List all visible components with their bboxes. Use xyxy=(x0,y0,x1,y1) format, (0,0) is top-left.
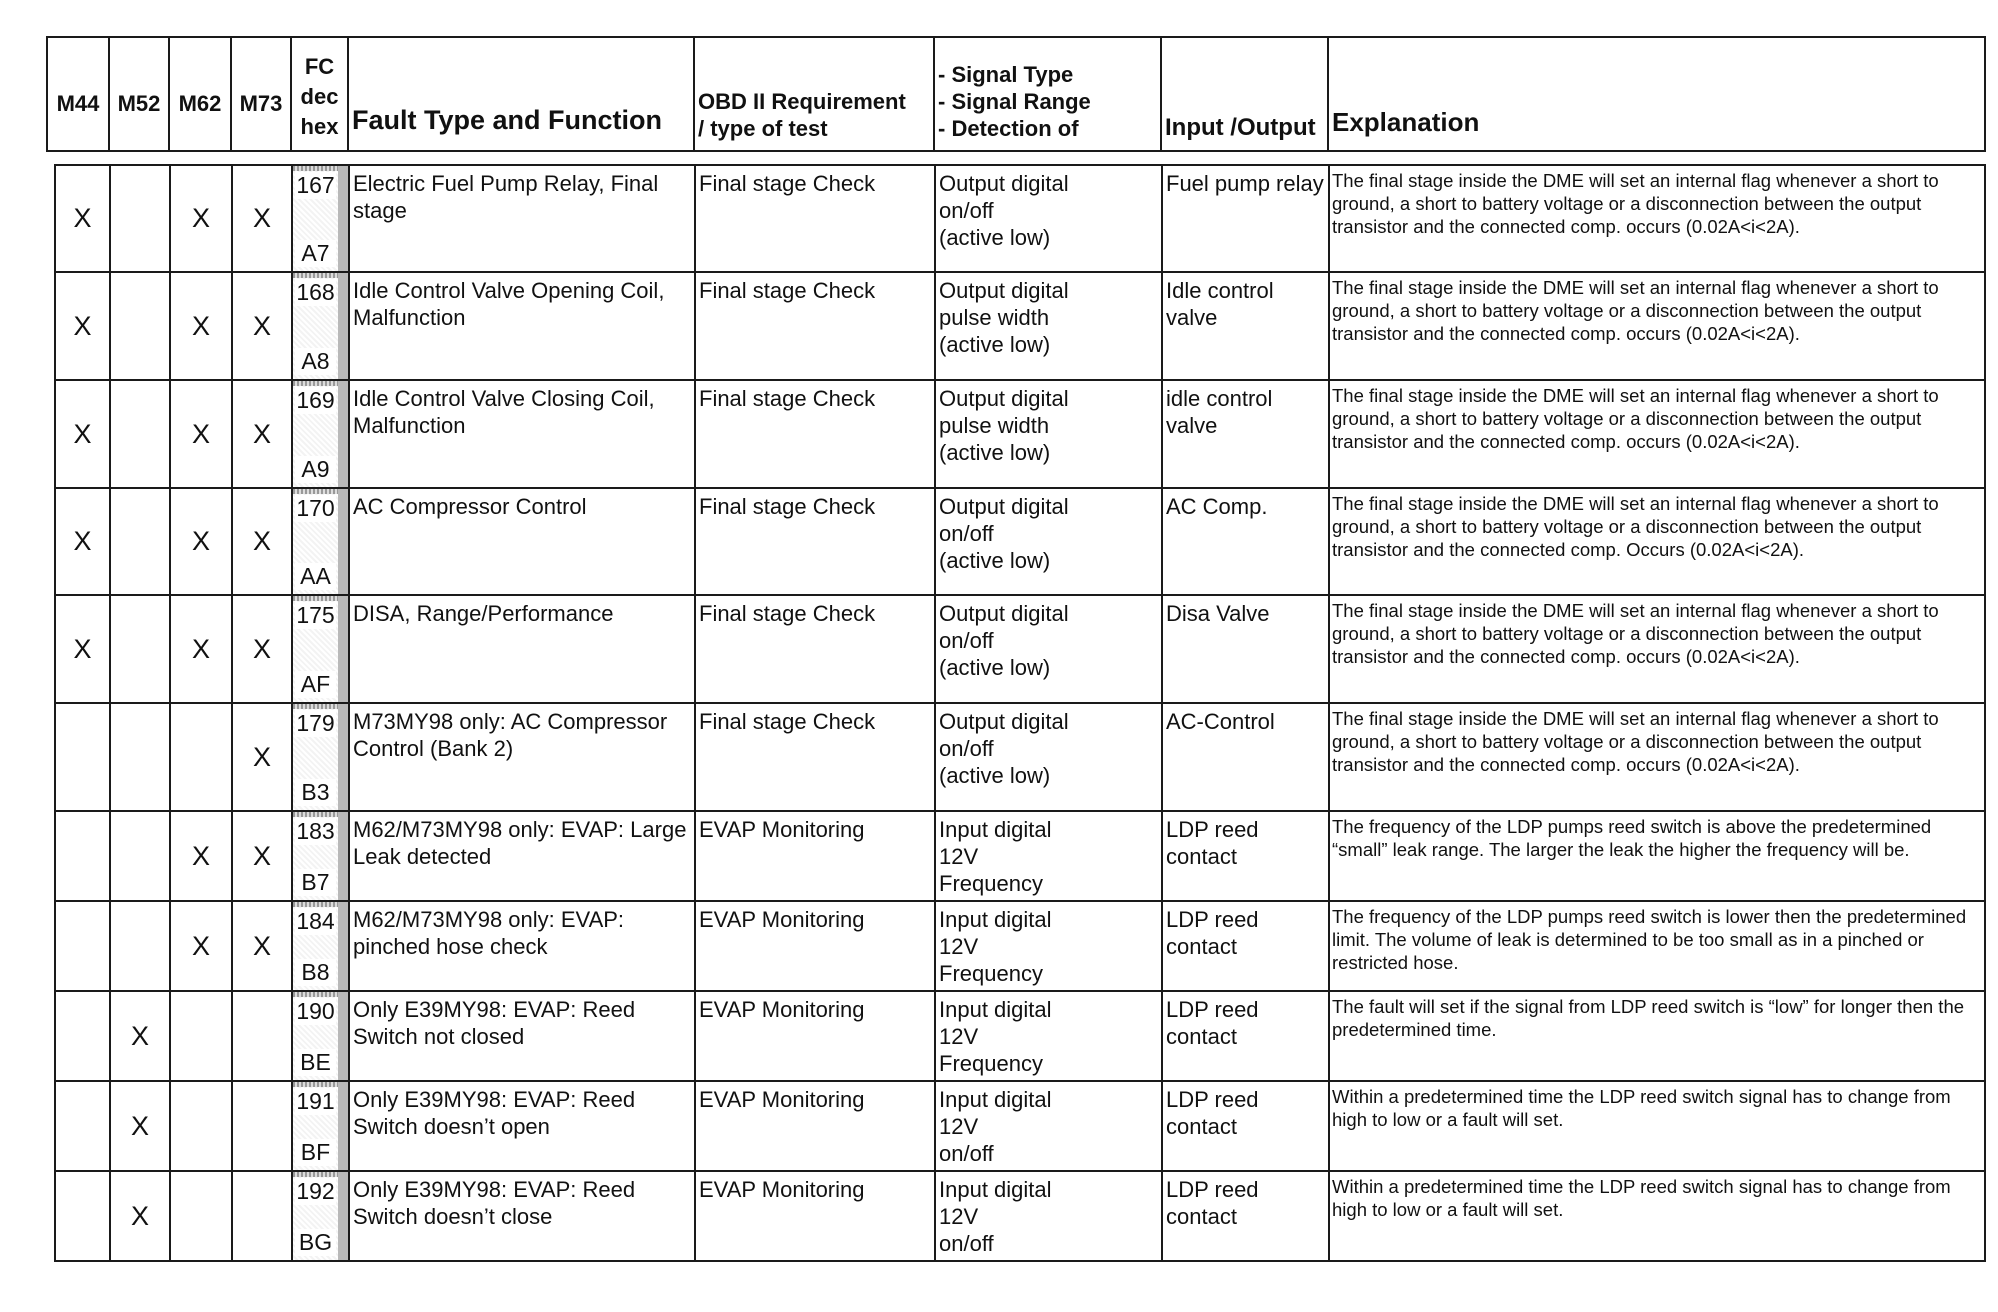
engine-m62-mark xyxy=(170,991,232,1081)
header-obd-line: / type of test xyxy=(698,116,828,141)
fault-code-box xyxy=(293,596,348,702)
engine-m52-mark xyxy=(110,703,170,811)
engine-m73-mark: X xyxy=(232,811,292,901)
fault-code-band xyxy=(293,596,338,601)
engine-m62-mark: X xyxy=(170,811,232,901)
fault-code-dec: 169 xyxy=(296,387,335,413)
signal-line: Output digital xyxy=(939,709,1069,734)
fault-code-cell xyxy=(292,380,349,488)
fault-code-dec: 191 xyxy=(296,1088,335,1114)
engine-m62-mark: X xyxy=(170,165,232,272)
header-fault-type: Fault Type and Function xyxy=(348,37,694,151)
engine-m73-mark: X xyxy=(232,901,292,991)
engine-m62-mark xyxy=(170,1171,232,1261)
fault-code-hex: AA xyxy=(295,563,336,590)
fault-type-cell: Idle Control Valve Closing Coil, Malfunction xyxy=(349,380,695,488)
table-row xyxy=(55,1171,1985,1261)
fault-code-band xyxy=(293,1082,338,1087)
signal-line: (active low) xyxy=(939,655,1051,680)
fault-type-cell: M73MY98 only: AC Compressor Control (Bank 2) xyxy=(349,703,695,811)
signal-line: Input digital xyxy=(939,1087,1052,1112)
fault-code-box xyxy=(293,812,348,900)
input-output-cell: LDP reed contact xyxy=(1162,901,1329,991)
fault-code-hex: BF xyxy=(295,1139,336,1166)
engine-m73-mark xyxy=(232,1081,292,1171)
fault-code-hex: B3 xyxy=(295,779,336,806)
signal-cell xyxy=(935,1171,1162,1261)
header-signal xyxy=(934,37,1161,151)
table-row xyxy=(55,991,1985,1081)
explanation-cell: The final stage inside the DME will set an internal flag whenever a short to ground, a short to battery voltage or a disconnection between the output transistor and the connected comp. occurs (0.02A<i<2A). xyxy=(1329,595,1985,703)
table-row xyxy=(55,595,1985,703)
input-output-cell: LDP reed contact xyxy=(1162,991,1329,1081)
fault-code-box xyxy=(293,902,348,990)
signal-line: (active low) xyxy=(939,763,1051,788)
obd-requirement-cell: EVAP Monitoring xyxy=(695,901,935,991)
engine-m44-mark xyxy=(55,703,110,811)
explanation-cell: The final stage inside the DME will set an internal flag whenever a short to ground, a short to battery voltage or a disconnection between the output transistor and the connected comp. Occurs (0.02A<i<2A). xyxy=(1329,488,1985,595)
obd-requirement-cell: Final stage Check xyxy=(695,703,935,811)
fault-code-hex: BG xyxy=(295,1229,336,1256)
fault-code-band xyxy=(293,273,338,278)
obd-requirement-cell: Final stage Check xyxy=(695,272,935,380)
fault-code-band xyxy=(293,1172,338,1177)
fault-code-box xyxy=(293,166,348,271)
fault-code-cell xyxy=(292,1081,349,1171)
header-m73: M73 xyxy=(231,37,291,151)
header-obd-line: OBD II Requirement xyxy=(698,89,906,114)
obd-requirement-cell: EVAP Monitoring xyxy=(695,811,935,901)
explanation-cell: Within a predetermined time the LDP reed switch signal has to change from high to low or a fault will set. xyxy=(1329,1171,1985,1261)
fault-code-dec: 192 xyxy=(296,1178,335,1204)
signal-line: Output digital xyxy=(939,494,1069,519)
signal-cell xyxy=(935,811,1162,901)
explanation-cell: The frequency of the LDP pumps reed switch is above the predetermined “small” leak range. The larger the leak the higher the frequency will be. xyxy=(1329,811,1985,901)
fault-code-box xyxy=(293,1082,348,1170)
fault-type-cell: AC Compressor Control xyxy=(349,488,695,595)
table-row xyxy=(55,1081,1985,1171)
engine-m62-mark: X xyxy=(170,488,232,595)
signal-line: (active low) xyxy=(939,548,1051,573)
input-output-cell: LDP reed contact xyxy=(1162,811,1329,901)
input-output-cell: Disa Valve xyxy=(1162,595,1329,703)
header-signal-line: - Detection of xyxy=(938,116,1079,141)
fault-code-cell xyxy=(292,272,349,380)
engine-m44-mark: X xyxy=(55,488,110,595)
engine-m44-mark: X xyxy=(55,272,110,380)
input-output-cell: LDP reed contact xyxy=(1162,1171,1329,1261)
fault-code-band xyxy=(293,992,338,997)
fault-code-hex: B7 xyxy=(295,869,336,896)
fault-code-dec: 170 xyxy=(296,495,335,521)
signal-line: Frequency xyxy=(939,871,1043,896)
fault-code-band xyxy=(293,381,338,386)
signal-line: Output digital xyxy=(939,386,1069,411)
engine-m44-mark xyxy=(55,991,110,1081)
table-row xyxy=(55,703,1985,811)
signal-cell xyxy=(935,165,1162,272)
fault-type-cell: Idle Control Valve Opening Coil, Malfunction xyxy=(349,272,695,380)
engine-m62-mark: X xyxy=(170,272,232,380)
signal-line: Output digital xyxy=(939,278,1069,303)
fault-code-cell xyxy=(292,488,349,595)
input-output-cell: LDP reed contact xyxy=(1162,1081,1329,1171)
fault-table xyxy=(54,164,1986,1262)
obd-requirement-cell: Final stage Check xyxy=(695,165,935,272)
signal-line: Input digital xyxy=(939,817,1052,842)
obd-requirement-cell: EVAP Monitoring xyxy=(695,1171,935,1261)
fault-code-hex: A9 xyxy=(295,456,336,483)
table-row xyxy=(55,272,1985,380)
input-output-cell: Idle control valve xyxy=(1162,272,1329,380)
input-output-cell: Fuel pump relay xyxy=(1162,165,1329,272)
header-m52: M52 xyxy=(109,37,169,151)
signal-cell xyxy=(935,380,1162,488)
signal-line: on/off xyxy=(939,1231,994,1256)
input-output-cell: idle control valve xyxy=(1162,380,1329,488)
fault-code-dec: 167 xyxy=(296,172,335,198)
header-m62: M62 xyxy=(169,37,231,151)
header-m44: M44 xyxy=(47,37,109,151)
signal-line: 12V xyxy=(939,1114,979,1139)
fault-code-hex: A8 xyxy=(295,348,336,375)
table-row xyxy=(55,165,1985,272)
fault-type-cell: M62/M73MY98 only: EVAP: pinched hose check xyxy=(349,901,695,991)
fault-code-box xyxy=(293,704,348,810)
explanation-cell: The final stage inside the DME will set an internal flag whenever a short to ground, a short to battery voltage or a disconnection between the output transistor and the connected comp. occurs (0.02A<i<2A). xyxy=(1329,165,1985,272)
fault-code-dec: 175 xyxy=(296,602,335,628)
obd-requirement-cell: EVAP Monitoring xyxy=(695,991,935,1081)
engine-m52-mark xyxy=(110,165,170,272)
engine-m73-mark: X xyxy=(232,272,292,380)
signal-cell xyxy=(935,595,1162,703)
fault-type-cell: Electric Fuel Pump Relay, Final stage xyxy=(349,165,695,272)
header-obd xyxy=(694,37,934,151)
engine-m62-mark xyxy=(170,1081,232,1171)
engine-m52-mark xyxy=(110,901,170,991)
signal-cell xyxy=(935,703,1162,811)
fault-code-cell xyxy=(292,703,349,811)
fault-code-band xyxy=(293,166,338,171)
engine-m62-mark: X xyxy=(170,595,232,703)
fault-code-cell xyxy=(292,991,349,1081)
signal-line: on/off xyxy=(939,521,994,546)
header-fc xyxy=(291,37,348,151)
signal-line: on/off xyxy=(939,736,994,761)
engine-m62-mark xyxy=(170,703,232,811)
signal-cell xyxy=(935,488,1162,595)
fault-code-hex: AF xyxy=(295,671,336,698)
fault-type-cell: DISA, Range/Performance xyxy=(349,595,695,703)
obd-requirement-cell: Final stage Check xyxy=(695,488,935,595)
engine-m73-mark xyxy=(232,1171,292,1261)
engine-m44-mark xyxy=(55,901,110,991)
signal-line: pulse width xyxy=(939,413,1050,438)
fault-code-box xyxy=(293,273,348,379)
fault-code-dec: 183 xyxy=(296,818,335,844)
fault-code-box xyxy=(293,381,348,487)
input-output-cell: AC Comp. xyxy=(1162,488,1329,595)
engine-m44-mark xyxy=(55,811,110,901)
engine-m44-mark: X xyxy=(55,380,110,488)
engine-m52-mark: X xyxy=(110,991,170,1081)
fault-code-band xyxy=(293,489,338,494)
engine-m73-mark: X xyxy=(232,595,292,703)
signal-cell xyxy=(935,991,1162,1081)
signal-cell xyxy=(935,1081,1162,1171)
signal-line: pulse width xyxy=(939,305,1050,330)
header-io: Input /Output xyxy=(1161,37,1328,151)
header-fc-line: hex xyxy=(300,114,339,139)
engine-m73-mark: X xyxy=(232,488,292,595)
fault-code-band xyxy=(293,704,338,709)
fault-table-body xyxy=(55,165,1985,1261)
signal-line: Frequency xyxy=(939,1051,1043,1076)
engine-m73-mark: X xyxy=(232,165,292,272)
engine-m52-mark xyxy=(110,811,170,901)
signal-line: Output digital xyxy=(939,171,1069,196)
engine-m73-mark: X xyxy=(232,703,292,811)
table-row xyxy=(55,901,1985,991)
fault-code-band xyxy=(293,902,338,907)
header-fc-line: FC xyxy=(304,54,335,79)
obd-requirement-cell: EVAP Monitoring xyxy=(695,1081,935,1171)
signal-line: 12V xyxy=(939,844,979,869)
signal-line: Frequency xyxy=(939,961,1043,986)
signal-line: on/off xyxy=(939,628,994,653)
fault-type-cell: M62/M73MY98 only: EVAP: Large Leak detected xyxy=(349,811,695,901)
table-row xyxy=(55,380,1985,488)
signal-line: Output digital xyxy=(939,601,1069,626)
signal-line: 12V xyxy=(939,934,979,959)
fault-type-cell: Only E39MY98: EVAP: Reed Switch not closed xyxy=(349,991,695,1081)
header-explanation: Explanation xyxy=(1328,37,1985,151)
engine-m52-mark xyxy=(110,595,170,703)
fault-type-cell: Only E39MY98: EVAP: Reed Switch doesn’t close xyxy=(349,1171,695,1261)
engine-m44-mark xyxy=(55,1171,110,1261)
signal-line: 12V xyxy=(939,1204,979,1229)
signal-line: Input digital xyxy=(939,907,1052,932)
fault-code-cell xyxy=(292,595,349,703)
fault-code-cell xyxy=(292,165,349,272)
obd-requirement-cell: Final stage Check xyxy=(695,595,935,703)
engine-m44-mark xyxy=(55,1081,110,1171)
engine-m52-mark: X xyxy=(110,1171,170,1261)
signal-cell xyxy=(935,901,1162,991)
header-table xyxy=(46,36,1986,152)
signal-line: on/off xyxy=(939,1141,994,1166)
fault-code-box xyxy=(293,489,348,594)
engine-m52-mark xyxy=(110,272,170,380)
fault-code-dec: 168 xyxy=(296,279,335,305)
header-signal-line: - Signal Type xyxy=(938,62,1074,87)
signal-line: (active low) xyxy=(939,332,1051,357)
fault-code-dec: 184 xyxy=(296,908,335,934)
explanation-cell: The frequency of the LDP pumps reed switch is lower then the predetermined limit. The volume of leak is determined to be too small as in a pinched or restricted hose. xyxy=(1329,901,1985,991)
explanation-cell: The final stage inside the DME will set an internal flag whenever a short to ground, a short to battery voltage or a disconnection between the output transistor and the connected comp. occurs (0.02A<i<2A). xyxy=(1329,380,1985,488)
signal-line: (active low) xyxy=(939,225,1051,250)
fault-code-hex: BE xyxy=(295,1049,336,1076)
fault-code-dec: 179 xyxy=(296,710,335,736)
engine-m62-mark: X xyxy=(170,380,232,488)
fault-code-box xyxy=(293,1172,348,1260)
signal-line: (active low) xyxy=(939,440,1051,465)
engine-m44-mark: X xyxy=(55,595,110,703)
explanation-cell: Within a predetermined time the LDP reed switch signal has to change from high to low or a fault will set. xyxy=(1329,1081,1985,1171)
header-fc-line: dec xyxy=(300,84,339,109)
engine-m52-mark xyxy=(110,380,170,488)
input-output-cell: AC-Control xyxy=(1162,703,1329,811)
table-row xyxy=(55,811,1985,901)
fault-code-hex: A7 xyxy=(295,240,336,267)
header-signal-line: - Signal Range xyxy=(938,89,1091,114)
explanation-cell: The fault will set if the signal from LDP reed switch is “low” for longer then the predetermined time. xyxy=(1329,991,1985,1081)
fault-code-box xyxy=(293,992,348,1080)
fault-type-cell: Only E39MY98: EVAP: Reed Switch doesn’t open xyxy=(349,1081,695,1171)
fault-code-cell xyxy=(292,1171,349,1261)
signal-cell xyxy=(935,272,1162,380)
fault-code-cell xyxy=(292,901,349,991)
engine-m73-mark xyxy=(232,991,292,1081)
table-row xyxy=(55,488,1985,595)
signal-line: 12V xyxy=(939,1024,979,1049)
signal-line: Input digital xyxy=(939,1177,1052,1202)
obd-requirement-cell: Final stage Check xyxy=(695,380,935,488)
explanation-cell: The final stage inside the DME will set an internal flag whenever a short to ground, a short to battery voltage or a disconnection between the output transistor and the connected comp. occurs (0.02A<i<2A). xyxy=(1329,272,1985,380)
fault-code-cell xyxy=(292,811,349,901)
explanation-cell: The final stage inside the DME will set an internal flag whenever a short to ground, a short to battery voltage or a disconnection between the output transistor and the connected comp. occurs (0.02A<i<2A). xyxy=(1329,703,1985,811)
engine-m52-mark xyxy=(110,488,170,595)
fault-code-hex: B8 xyxy=(295,959,336,986)
engine-m62-mark: X xyxy=(170,901,232,991)
engine-m52-mark: X xyxy=(110,1081,170,1171)
fault-code-dec: 190 xyxy=(296,998,335,1024)
signal-line: on/off xyxy=(939,198,994,223)
engine-m73-mark: X xyxy=(232,380,292,488)
engine-m44-mark: X xyxy=(55,165,110,272)
signal-line: Input digital xyxy=(939,997,1052,1022)
fault-code-band xyxy=(293,812,338,817)
